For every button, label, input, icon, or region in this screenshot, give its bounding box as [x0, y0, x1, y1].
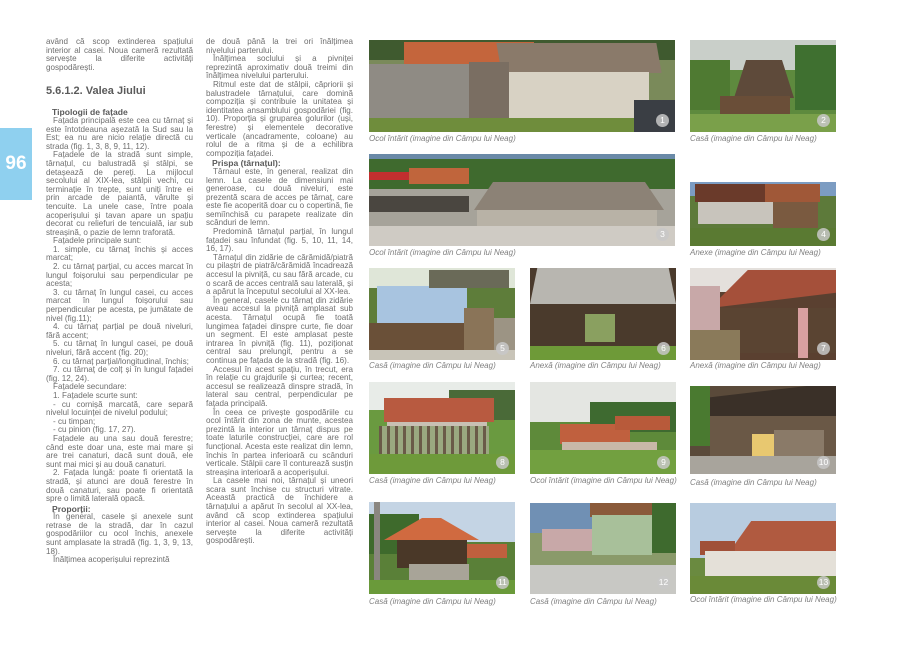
photo-fig-9	[530, 382, 676, 474]
text-column-1	[46, 38, 193, 565]
figure-number: 6	[657, 342, 670, 355]
figure-number: 2	[817, 114, 830, 127]
figure-caption: Anexă (imagine din Câmpu lui Neag)	[530, 361, 661, 370]
figure-caption: Anexă (imagine din Câmpu lui Neag)	[690, 361, 821, 370]
paragraph: Fațadele au una sau două ferestre; când este doar una, este mai mare și are trei canaturi, dacă sunt două, ele sunt mai mici și au două canaturi.	[46, 433, 193, 469]
figure-caption: Ocol întărit (imagine din Câmpu lui Neag)	[530, 476, 677, 485]
list-item: - cu timpan;	[53, 416, 96, 426]
list-item: 6. cu târnaț parțial/longitudinal, închis;	[53, 356, 189, 366]
paragraph: Fațadele de la stradă sunt simple, târnațul, cu balustradă și stâlpi, se detașează de pereți. La mijlocul secolului al XIX-lea, stâlpii vechi, cu terminație în trepte, sunt uniți între ei prin arcade de paiantă, vărulte și tencuite. La unele case, între poala acoperișului și tavan apare un spațiu decorat cu reliefuri de tencuială, iar sub streașină, o pazie de lemn traforată.	[46, 150, 193, 237]
list-item: - cu pinion (fig. 17, 27).	[53, 425, 136, 435]
figure-number: 12	[658, 577, 669, 587]
photo-fig-8	[369, 382, 515, 474]
figure-caption: Ocol întărit (imagine din Câmpu lui Neag)	[369, 248, 516, 257]
paragraph: Fațadele secundare:	[53, 382, 127, 392]
paragraph: Fațada principală este cea cu târnaț și este întotdeauna așezată la Sud sau la Est; ea nu are nicio relație directă cu strada (fig. 1, 3, 8, 9, 11, 12).	[46, 115, 193, 151]
figure-number: 5	[496, 342, 509, 355]
paragraph: Ritmul este dat de stâlpii, căpriorii și balustradele târnațului, care domină compoziția și contribuie la unitatea și identitatea ansamblului gospodăriei (fig. 10). Proporția și gruparea golurilor (uși, ferestre) și elementele decorative verticale (ancadramente, coloane) au rolul de a ritma și de a echilibra compoziția fațadei.	[206, 79, 353, 158]
figure-caption: Ocol întărit (imagine din Câmpu lui Neag)	[369, 134, 516, 143]
paragraph: În general, casele cu târnaț din zidărie aveau accesul la pivniță amplasat sub acesta. Târnațul ocupă fie toată lungimea fațadei dinspre curte, fie doar un segment. El este amplasat peste intrarea în pivniță (fig. 11), poziționat central sau prelungit, pentru a se continua pe fațada de la stradă (fig. 16).	[206, 295, 353, 365]
figure-caption: Casă (imagine din Câmpu lui Neag)	[369, 597, 496, 606]
figure-caption: Casă (imagine din Câmpu lui Neag)	[369, 476, 496, 485]
paragraph: Accesul în acest spațiu, în trecut, era în relație cu grajdurile și curtea; recent, accesul se realizează dinspre stradă, în lateral sau central, perpendicular pe fațada principală.	[206, 364, 353, 408]
text-column-2	[206, 38, 353, 546]
intro-paragraph: având că scop extinderea spațiului interior al casei. Noua cameră rezultată servește la diferite activități gospodărești.	[46, 37, 193, 72]
list-item: 4. cu târnaț parțial pe două niveluri, fără accent;	[46, 322, 193, 340]
list-item: 3. cu târnaț în lungul casei, cu acces marcat în lungul foișorului sau perpendicular pe acesta, pe jumătate de nivel (fig.11);	[46, 287, 193, 323]
paragraph: Înălțimea soclului și a pivniței reprezintă aproximativ două treimi din înălțimea nivelului parterului.	[206, 54, 353, 81]
photo-fig-7	[690, 268, 836, 360]
paragraph: Predomină târnațul parțial, în lungul fațadei sau înfundat (fig. 5, 10, 11, 14, 16, 17).	[206, 227, 353, 254]
figure-number: 7	[817, 342, 830, 355]
paragraph: Târnaul este, în general, realizat din lemn. La casele de dimensiuni mai generoase, cu două niveluri, este prezentă scara de acces pe târnaț, care este fie acoperită doar cu o copertină, fie semiînchisă cu parapete realizate din scânduri de lemn.	[206, 166, 353, 228]
figure-caption: Ocol întărit (imagine din Câmpu lui Neag)	[690, 595, 837, 604]
paragraph: 1. Fațadele scurte sunt:	[53, 390, 138, 400]
list-item: 5. cu târnaț în lungul casei, pe două niveluri, fără accent (fig. 20);	[46, 339, 193, 357]
photo-fig-12	[530, 503, 676, 594]
paragraph: În ceea ce privește gospodăriile cu ocol întărit din zona de munte, acestea prezintă la interior un târnaț dispus pe toate laturile construcției, care are rol funcțional. Acesta este realizat din lemn, închis în partea inferioară cu scânduri verticale. Stâlpii care îl conturează susțin streașina interioară a acoperișului.	[206, 407, 353, 477]
figure-number: 8	[496, 456, 509, 469]
list-item: 2. cu târnaț parțial, cu acces marcat în lungul foișorului sau perpendicular pe acesta;	[46, 262, 193, 289]
photo-fig-10	[690, 386, 836, 474]
list-item: 1. simple, cu târnaț închis și acces marcat;	[46, 244, 193, 263]
photo-fig-4	[690, 182, 836, 246]
paragraph: Fațadele principale sunt:	[53, 236, 142, 246]
paragraph: În general, casele și anexele sunt retrase de la stradă, dar în cazul gospodăriilor cu ocol închis, anexele sunt amplasate la stradă (fig. 1, 3, 9, 13, 18).	[46, 512, 193, 556]
photo-fig-6	[530, 268, 676, 360]
figure-number: 13	[818, 577, 829, 587]
figure-number: 11	[496, 576, 509, 589]
figure-number: 4	[817, 228, 830, 241]
figure-number: 1	[656, 114, 669, 127]
paragraph: Înălțimea acoperișului reprezintă	[53, 555, 170, 565]
photo-fig-1	[369, 40, 675, 132]
page-number-tab	[0, 128, 32, 200]
photo-fig-3	[369, 154, 675, 246]
subheading-facade-types: Tipologii de fațade	[52, 107, 128, 118]
figure-caption: Anexe (imagine din Câmpu lui Neag)	[690, 248, 821, 257]
paragraph: 2. Fațada lungă: poate fi orientată la stradă, și atunci are două ferestre în două canaturi, sau poate fi orientată spre o limită laterală opacă.	[46, 468, 193, 504]
list-item: 7. cu târnaț de colț și în lungul fațadei (fig. 12, 24).	[46, 365, 193, 383]
figure-number: 3	[656, 228, 669, 241]
photo-fig-11	[369, 502, 515, 594]
photo-fig-2	[690, 40, 836, 132]
subheading-porch: Prispa (târnațul):	[212, 158, 281, 169]
paragraph: de două până la trei ori înălțimea nivelului parterului.	[206, 37, 353, 55]
page-number: 96	[5, 153, 27, 174]
figure-caption: Casă (imagine din Câmpu lui Neag)	[530, 597, 657, 606]
subheading-proportions: Proporții:	[52, 503, 91, 514]
section-title: 5.6.1.2. Valea Jiului	[46, 85, 146, 98]
photo-fig-13	[690, 503, 836, 594]
figure-number: 10	[818, 457, 829, 467]
list-item: - cu cornișă marcată, care separă nivelul locuinței de nivelul podului;	[46, 399, 193, 418]
figure-caption: Casă (imagine din Câmpu lui Neag)	[690, 134, 817, 143]
figure-caption: Casă (imagine din Câmpu lui Neag)	[369, 361, 496, 370]
figure-caption: Casă (imagine din Câmpu lui Neag)	[690, 478, 817, 487]
photo-fig-5	[369, 268, 515, 360]
paragraph: Târnațul din zidărie de cărămidă/piatră cu pilaștri de piatră/cărămidă încadrează accesul la pivniță, cu sau fără arcade, cu o scară de acces centrală sau laterală, și a apărut la începutul secolului al XX-lea.	[206, 252, 353, 297]
figure-number: 9	[657, 456, 670, 469]
paragraph: La casele mai noi, târnațul și uneori scara sunt închise cu structuri vitrate. Această practică de închidere a târnațului a apărut în secolul al XX-lea, având că scop extinderea spațiului interior al casei. Noua cameră rezultată servește la diferite activități gospodărești.	[206, 476, 353, 546]
